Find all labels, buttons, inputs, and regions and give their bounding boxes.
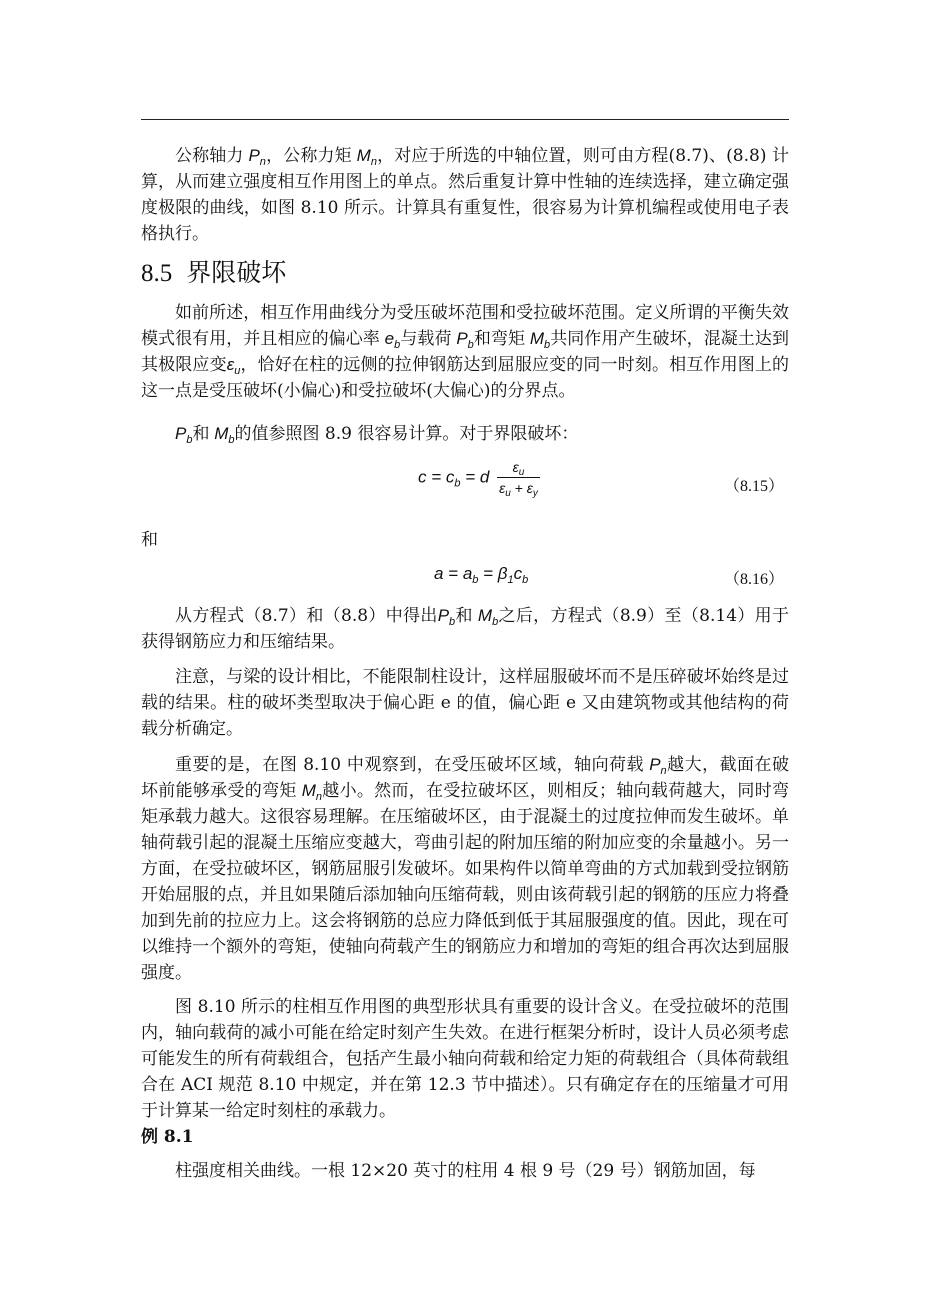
p4-text-b: 和 [455, 606, 473, 626]
math-Mb-2: $M_b$ [214, 424, 235, 446]
math-Pb: $P_b$ [456, 329, 474, 351]
p1-text-a: 公称轴力 [175, 146, 244, 166]
math-Mb-3: $M_b$ [477, 606, 499, 628]
and-line [141, 527, 789, 553]
section-heading [141, 256, 286, 291]
p2-text-d: 共同作用产生破坏，混凝土达到其极限应变 [141, 329, 789, 375]
eq15-fraction: $\frac{\varepsilon_u}{\varepsilon_u + \varepsilon_y}$ [499, 459, 538, 499]
p8-text: 柱强度相关曲线。一根 12×20 英寸的柱用 4 根 9 号（29 号）钢筋加固，每 [175, 1161, 756, 1181]
math-eps-u: $\varepsilon_u$ [226, 355, 241, 377]
example-heading: 例 8.1 [141, 1127, 194, 1147]
p3-text-b: 的值参照图 8.9 很容易计算。对于界限破坏： [234, 424, 579, 444]
equation-number-8-15: （8.15） [724, 478, 785, 495]
math-eb: $e_b$ [384, 329, 401, 351]
p1-text-c: ，对应于所选的中轴位置，则可由方程(8.7)、(8.8) 计算，从而建立强度相互作用图上的单点。然后重复计算中性轴的连续选择，建立确定强度极限的曲线，如图 8.10 所示。计算具有重复性，很容易为计算机编程或使用电子表格执行。 [141, 146, 789, 244]
p6-text-a: 重要的是，在图 8.10 中观察到，在受压破坏区域，轴向荷载 [175, 755, 644, 775]
p2-text-a: 如前所述，相互作用曲线分为受压破坏范围和受拉破坏范围。定义所谓的平衡失效模式很有用，并且相应的偏心率 [141, 303, 789, 349]
paragraph-1 [141, 143, 789, 247]
section-title: 界限破坏 [186, 258, 287, 287]
math-Mn: $M_n$ [356, 146, 377, 168]
p4-text-c: 之后，方程式（8.9）至（8.14）用于获得钢筋应力和压缩结果。 [141, 606, 790, 652]
equation-8-16: $a = a_b = \beta_1c_b$ [434, 564, 529, 586]
p3-text-a: 和 [192, 424, 210, 444]
section-number: 8.5 [141, 260, 173, 287]
paragraph-5 [141, 664, 789, 742]
paragraph-6 [141, 752, 789, 986]
p4-text-a: 从方程式（8.7）和（8.8）中得出 [175, 606, 438, 626]
and-word: 和 [141, 530, 158, 550]
p2-text-b: 与载荷 [400, 329, 452, 349]
math-Pb-3: $P_b$ [437, 606, 456, 628]
math-Pn-2: $P_n$ [649, 755, 667, 777]
paragraph-4 [141, 603, 789, 655]
math-Pb-2: $P_b$ [175, 424, 193, 446]
math-Mb: $M_b$ [529, 329, 551, 351]
math-Mn-2: $M_n$ [301, 781, 322, 803]
paragraph-8 [141, 1158, 789, 1184]
equation-8-15: $c = c_b = d$ $\frac{\varepsilon_u}{\varepsilon_u + \varepsilon_y}$ [418, 459, 538, 499]
p2-text-e: ，恰好在柱的远侧的拉伸钢筋达到屈服应变的同一时刻。相互作用图上的这一点是受压破坏(小偏心)和受拉破坏(大偏心)的分界点。 [141, 355, 790, 401]
p1-text-b: ，公称力矩 [265, 146, 352, 166]
paragraph-3 [141, 421, 789, 447]
paragraph-2 [141, 300, 789, 404]
math-Pn: $P_n$ [248, 146, 266, 168]
p6-text-c: 越小。然而，在受拉破坏区，则相反；轴向载荷越大，同时弯矩承载力越大。这很容易理解。在压缩破坏区，由于混凝土的过度拉伸而发生破坏。单轴荷载引起的混凝土压缩应变越大，弯曲引起的附加压缩的附加应变的余量越小。另一方面，在受拉破坏区，钢筋屈服引发破坏。如果构件以简单弯曲的方式加载到受拉钢筋开始屈服的点，并且如果随后添加轴向压缩荷载，则由该荷载引起的钢筋的压应力将叠加到先前的拉应力上。这会将钢筋的总应力降低到低于其屈服强度的值。因此，现在可以维持一个额外的弯矩，使轴向荷载产生的钢筋应力和增加的弯矩的组合再次达到屈服强度。 [141, 781, 790, 983]
p5-text: 注意，与梁的设计相比，不能限制柱设计，这样屈服破坏而不是压碎破坏始终是过载的结果。柱的破坏类型取决于偏心距 e 的值，偏心距 e 又由建筑物或其他结构的荷载分析确定。 [141, 667, 789, 739]
p6-text-b: 越大，截面在破坏前能够承受的弯矩 [141, 755, 789, 801]
p7-text: 图 8.10 所示的柱相互作用图的典型形状具有重要的设计含义。在受拉破坏的范围内，轴向载荷的减小可能在给定时刻产生失效。在进行框架分析时，设计人员必须考虑可能发生的所有荷载组合，包括产生最小轴向荷载和给定力矩的荷载组合（具体荷载组合在 ACI 规范 8.10 中规定，并在第 12.3 节中描述）。只有确定存在的压缩量才可用于计算某一给定时刻柱的承载力。 [141, 997, 789, 1121]
paragraph-7 [141, 994, 789, 1124]
equation-number-8-16: （8.16） [724, 571, 785, 588]
header-rule [141, 119, 789, 120]
p2-text-c: 和弯矩 [473, 329, 526, 349]
